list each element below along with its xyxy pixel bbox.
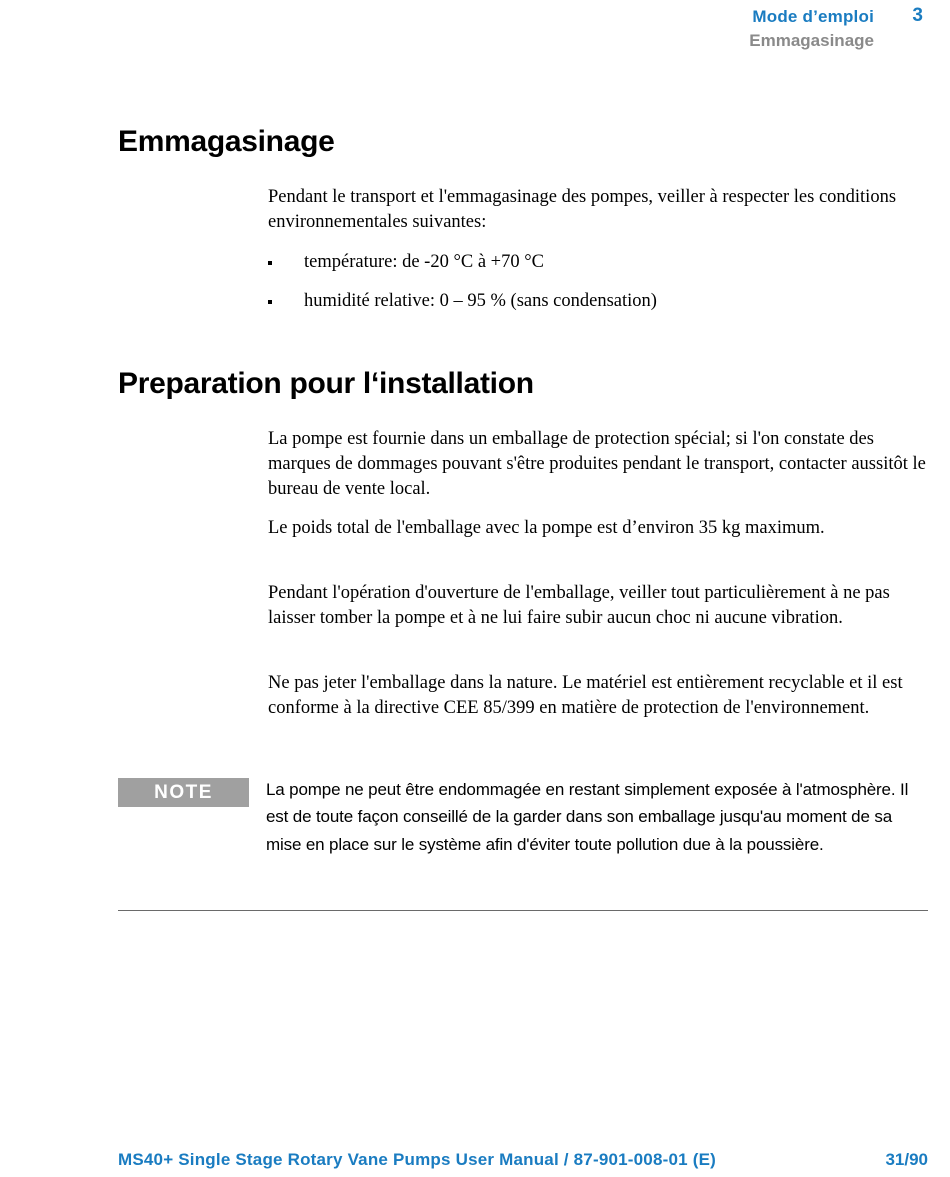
preparation-heading: Preparation pour l‘installation xyxy=(118,367,534,400)
header-section-title: Mode d’emploi xyxy=(752,7,874,26)
header-chapter-number: 3 xyxy=(912,5,923,26)
storage-heading: Emmagasinage xyxy=(118,125,335,158)
humidity-condition: humidité relative: 0 – 95 % (sans condensation) xyxy=(304,291,657,311)
preparation-paragraph-opening: Pendant l'opération d'ouverture de l'emballage, veiller tout particulièrement à ne pas laisser tomber la pompe et à ne lui faire subir aucun choc ni aucune vibration. xyxy=(268,583,890,628)
note-text: La pompe ne peut être endommagée en restant simplement exposée à l'atmosphère. Il est de toute façon conseillé de la garder dans son emballage jusqu'au moment de sa mise en place sur le système afin d'éviter toute pollution due à la poussière. xyxy=(266,780,909,854)
storage-conditions-list xyxy=(268,250,928,328)
bullet-icon xyxy=(268,261,272,265)
list-item xyxy=(268,289,928,314)
preparation-paragraph-packaging: La pompe est fournie dans un emballage de protection spécial; si l'on constate des marques de dommages pouvant s'être produites pendant le transport, contacter aussitôt le bureau de vente local. xyxy=(268,429,926,499)
list-item xyxy=(268,250,928,275)
preparation-paragraph-weight: Le poids total de l'emballage avec la pompe est d’environ 35 kg maximum. xyxy=(268,518,825,538)
note-badge: NOTE xyxy=(118,778,249,807)
temperature-condition: température: de -20 °C à +70 °C xyxy=(304,252,544,272)
storage-intro-paragraph: Pendant le transport et l'emmagasinage des pompes, veiller à respecter les conditions environnementales suivantes: xyxy=(268,187,897,232)
section-divider xyxy=(118,910,928,911)
footer-manual-title: MS40+ Single Stage Rotary Vane Pumps User Manual / 87-901-008-01 (E) xyxy=(118,1150,716,1169)
footer-page-number: 31/90 xyxy=(885,1150,928,1169)
bullet-icon xyxy=(268,300,272,304)
preparation-paragraph-recycling: Ne pas jeter l'emballage dans la nature. Le matériel est entièrement recyclable et il est conforme à la directive CEE 85/399 en matière de protection de l'environnement. xyxy=(268,673,903,718)
header-subsection: Emmagasinage xyxy=(749,31,874,50)
